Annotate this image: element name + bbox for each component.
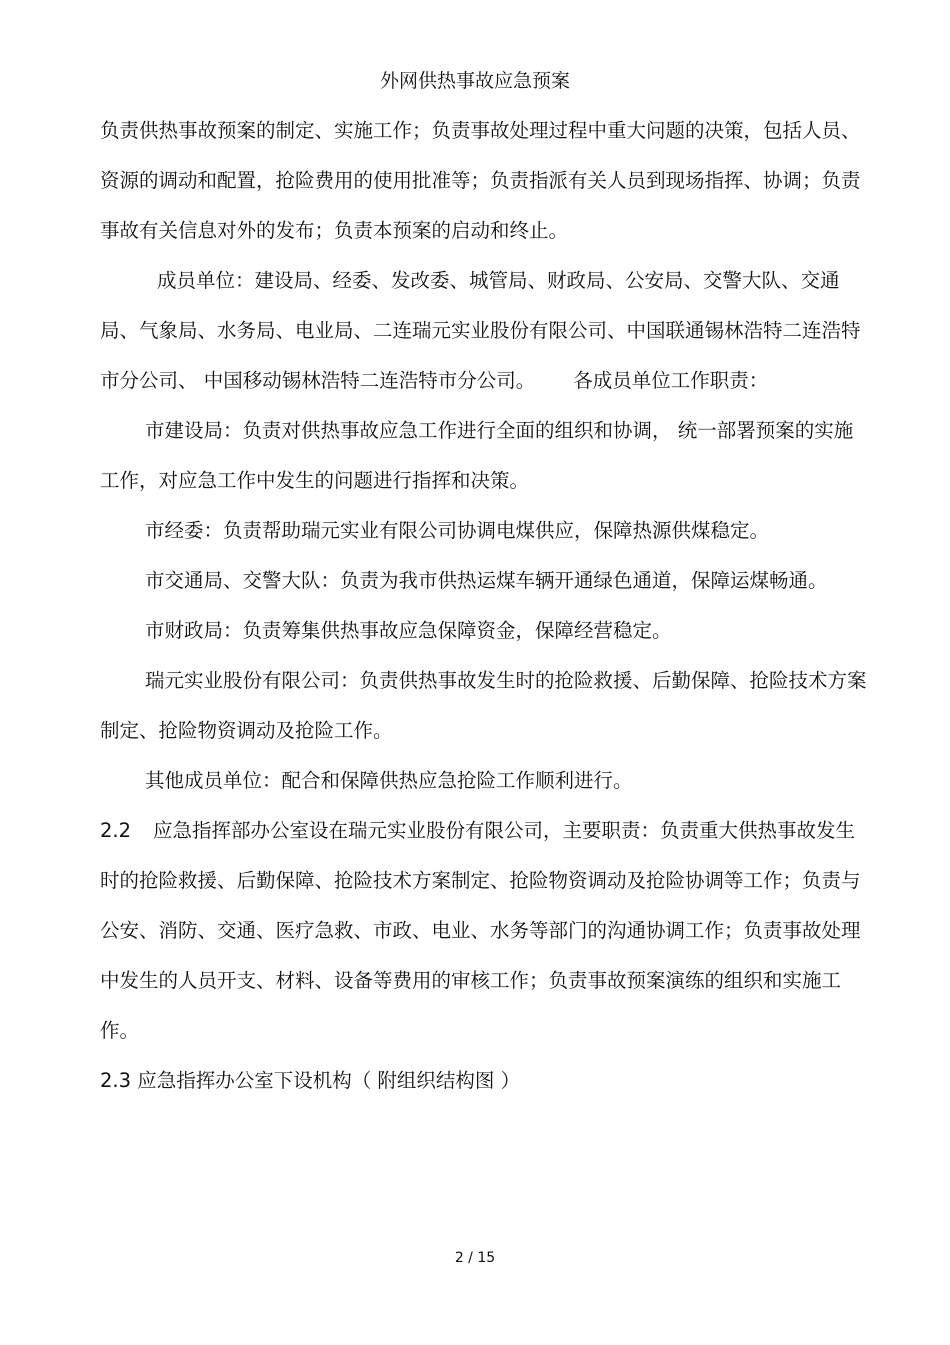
paragraph-ruiyuan-company: 瑞元实业股份有限公司：负责供热事故发生时的抢险救援、后勤保障、抢险技术方案制定、抢险物资调动及抢险工作。: [100, 669, 867, 742]
section-2-3: [100, 1056, 870, 1106]
document-body: [100, 106, 870, 1106]
section-2-3-number: 2.3: [100, 1069, 132, 1092]
paragraph-finance-bureau: 市财政局：负责筹集供热事故应急保障资金，保障经营稳定。: [145, 619, 672, 642]
member-units-text: 成员单位：建设局、经委、发改委、城管局、财政局、公安局、交警大队、交通局、气象局、水务局、电业局、二连瑞元实业股份有限公司、中国联通锡林浩特二连浩特市分公司、 中国移动锡林浩特二连浩特市分公司。: [100, 269, 861, 392]
section-2-2: [100, 806, 870, 1056]
paragraph-leadership-duties: 负责供热事故预案的制定、实施工作；负责事故处理过程中重大问题的决策，包括人员、资源的调动和配置，抢险费用的使用批准等；负责指派有关人员到现场指挥、协调；负责事故有关信息对外的发布；负责本预案的启动和终止。: [100, 119, 861, 242]
member-duties-heading: 各成员单位工作职责：: [573, 369, 769, 392]
paragraph-other-members: 其他成员单位：配合和保障供热应急抢险工作顺利进行。: [145, 769, 633, 792]
paragraph-member-units: [100, 256, 870, 406]
paragraph-construction-bureau: 市建设局：负责对供热事故应急工作进行全面的组织和协调， 统一部署预案的实施工作，对应急工作中发生的问题进行指挥和决策。: [100, 419, 854, 492]
page-number: 2 / 15: [454, 1250, 496, 1266]
paragraph-transport-bureau: 市交通局、交警大队：负责为我市供热运煤车辆开通绿色通道，保障运煤畅通。: [145, 569, 828, 592]
section-2-3-text: 应急指挥办公室下设机构（ 附组织结构图 ）: [137, 1069, 521, 1092]
section-2-2-number: 2.2: [100, 819, 132, 842]
page-title: 外网供热事故应急预案: [379, 70, 570, 92]
paragraph-economic-commission: 市经委：负责帮助瑞元实业有限公司协调电煤供应，保障热源供煤稳定。: [145, 519, 770, 542]
section-2-2-text: 应急指挥部办公室设在瑞元实业股份有限公司，主要职责：负责重大供热事故发生时的抢险救援、后勤保障、抢险技术方案制定、抢险物资调动及抢险协调等工作；负责与公安、消防、交通、医疗急救、市政、电业、水务等部门的沟通协调工作；负责事故处理中发生的人员开支、材料、设备等费用的审核工作；负责事故预案演练的组织和实施工作。: [100, 819, 861, 1042]
